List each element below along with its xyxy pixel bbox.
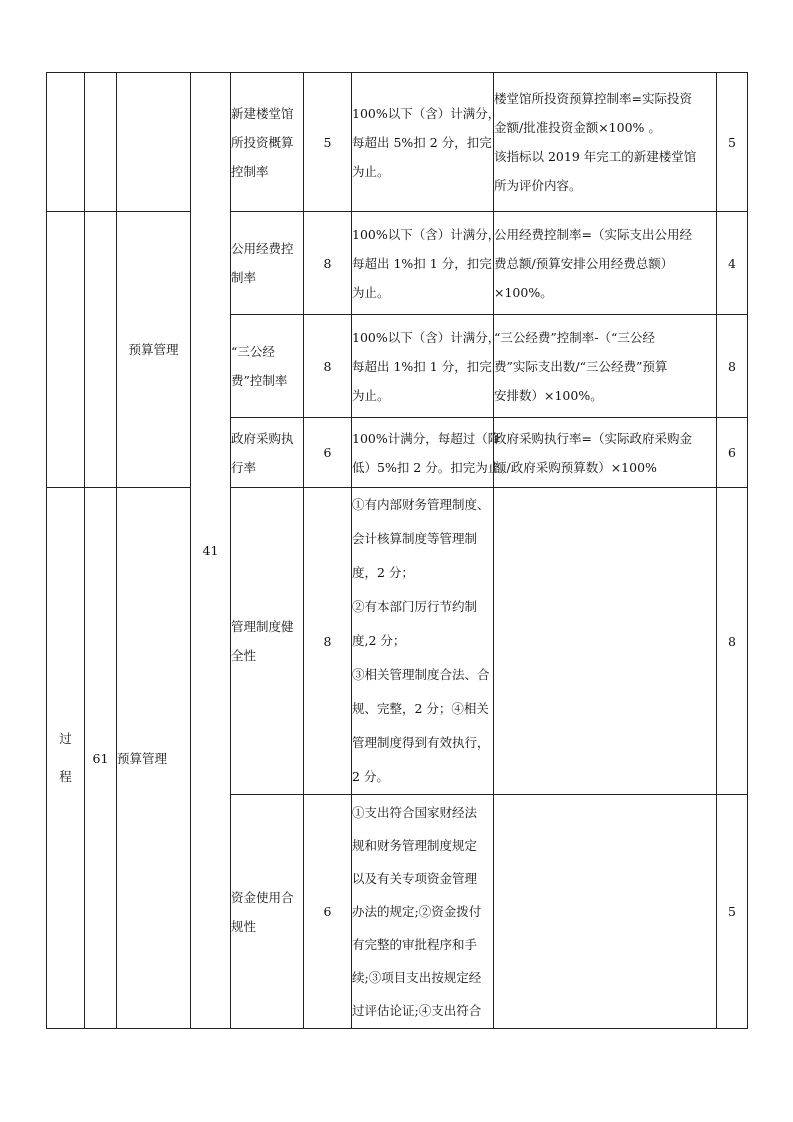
indicator-name: 新建楼堂馆 所投资概算 控制率 [231,73,304,212]
scoring-criteria: ①有内部财务管理制度、 会计核算制度等管理制 度，2 分； ②有本部门厉行节约制 度,2 分； ③相关管理制度合法、合 规、完整，2 分；④相关 管理制度得到有效执行， 2 分。 [352,488,494,795]
group-total-weight: 41 [191,73,231,1029]
level2-budget-management: 预算管理 [117,212,191,488]
scoring-criteria: ①支出符合国家财经法 规和财务管理制度规定 以及有关专项资金管理 办法的规定;②资金拨付 有完整的审批程序和手 续;③项目支出按规定经 过评估论证;④支出符合 [352,795,494,1029]
level1-weight-cell-empty [85,73,117,212]
score-value: 5 [717,73,748,212]
indicator-explanation-empty [494,795,717,1029]
indicator-explanation: 楼堂馆所投资预算控制率=实际投资 金额/批准投资金额×100% 。 该指标以 2019 年完工的新建楼堂馆 所为评价内容。 [494,73,717,212]
level1-process: 过 程 [47,488,85,1029]
level1-weight-cell-empty [85,212,117,488]
indicator-name: “三公经 费”控制率 [231,315,304,418]
score-value: 8 [717,315,748,418]
score-value: 6 [717,418,748,488]
indicator-name: 公用经费控 制率 [231,212,304,315]
scoring-criteria: 100%以下（含）计满分， 每超出 1%扣 1 分，扣完 为止。 [352,315,494,418]
table-row [47,212,748,315]
table-row [47,488,748,795]
indicator-weight: 8 [304,488,352,795]
table-row [47,73,748,212]
level1-cell-empty [47,73,85,212]
scoring-criteria: 100%以下（含）计满分， 每超出 1%扣 1 分，扣完 为止。 [352,212,494,315]
indicator-explanation: “三公经费”控制率-（“三公经 费”实际支出数/“三公经费”预算 安排数）×100%。 [494,315,717,418]
level2-cell-empty [117,73,191,212]
score-value: 4 [717,212,748,315]
indicator-name: 资金使用合 规性 [231,795,304,1029]
indicator-weight: 6 [304,795,352,1029]
scoring-criteria: 100%计满分，每超过（降 低）5%扣 2 分。扣完为止。 [352,418,494,488]
scoring-criteria: 100%以下（含）计满分， 每超出 5%扣 2 分，扣完 为止。 [352,73,494,212]
indicator-name: 政府采购执 行率 [231,418,304,488]
score-value: 5 [717,795,748,1029]
indicator-name: 管理制度健 全性 [231,488,304,795]
score-value: 8 [717,488,748,795]
indicator-weight: 8 [304,212,352,315]
indicator-explanation-empty [494,488,717,795]
indicator-explanation: 公用经费控制率=（实际支出公用经 费总额/预算安排公用经费总额） ×100%。 [494,212,717,315]
indicator-weight: 8 [304,315,352,418]
evaluation-table [46,72,748,1029]
level2-budget-management: 预算管理 [117,488,191,1029]
level1-cell-empty [47,212,85,488]
indicator-explanation: 政府采购执行率=（实际政府采购金 额/政府采购预算数）×100% [494,418,717,488]
indicator-weight: 5 [304,73,352,212]
indicator-weight: 6 [304,418,352,488]
level1-weight: 61 [85,488,117,1029]
